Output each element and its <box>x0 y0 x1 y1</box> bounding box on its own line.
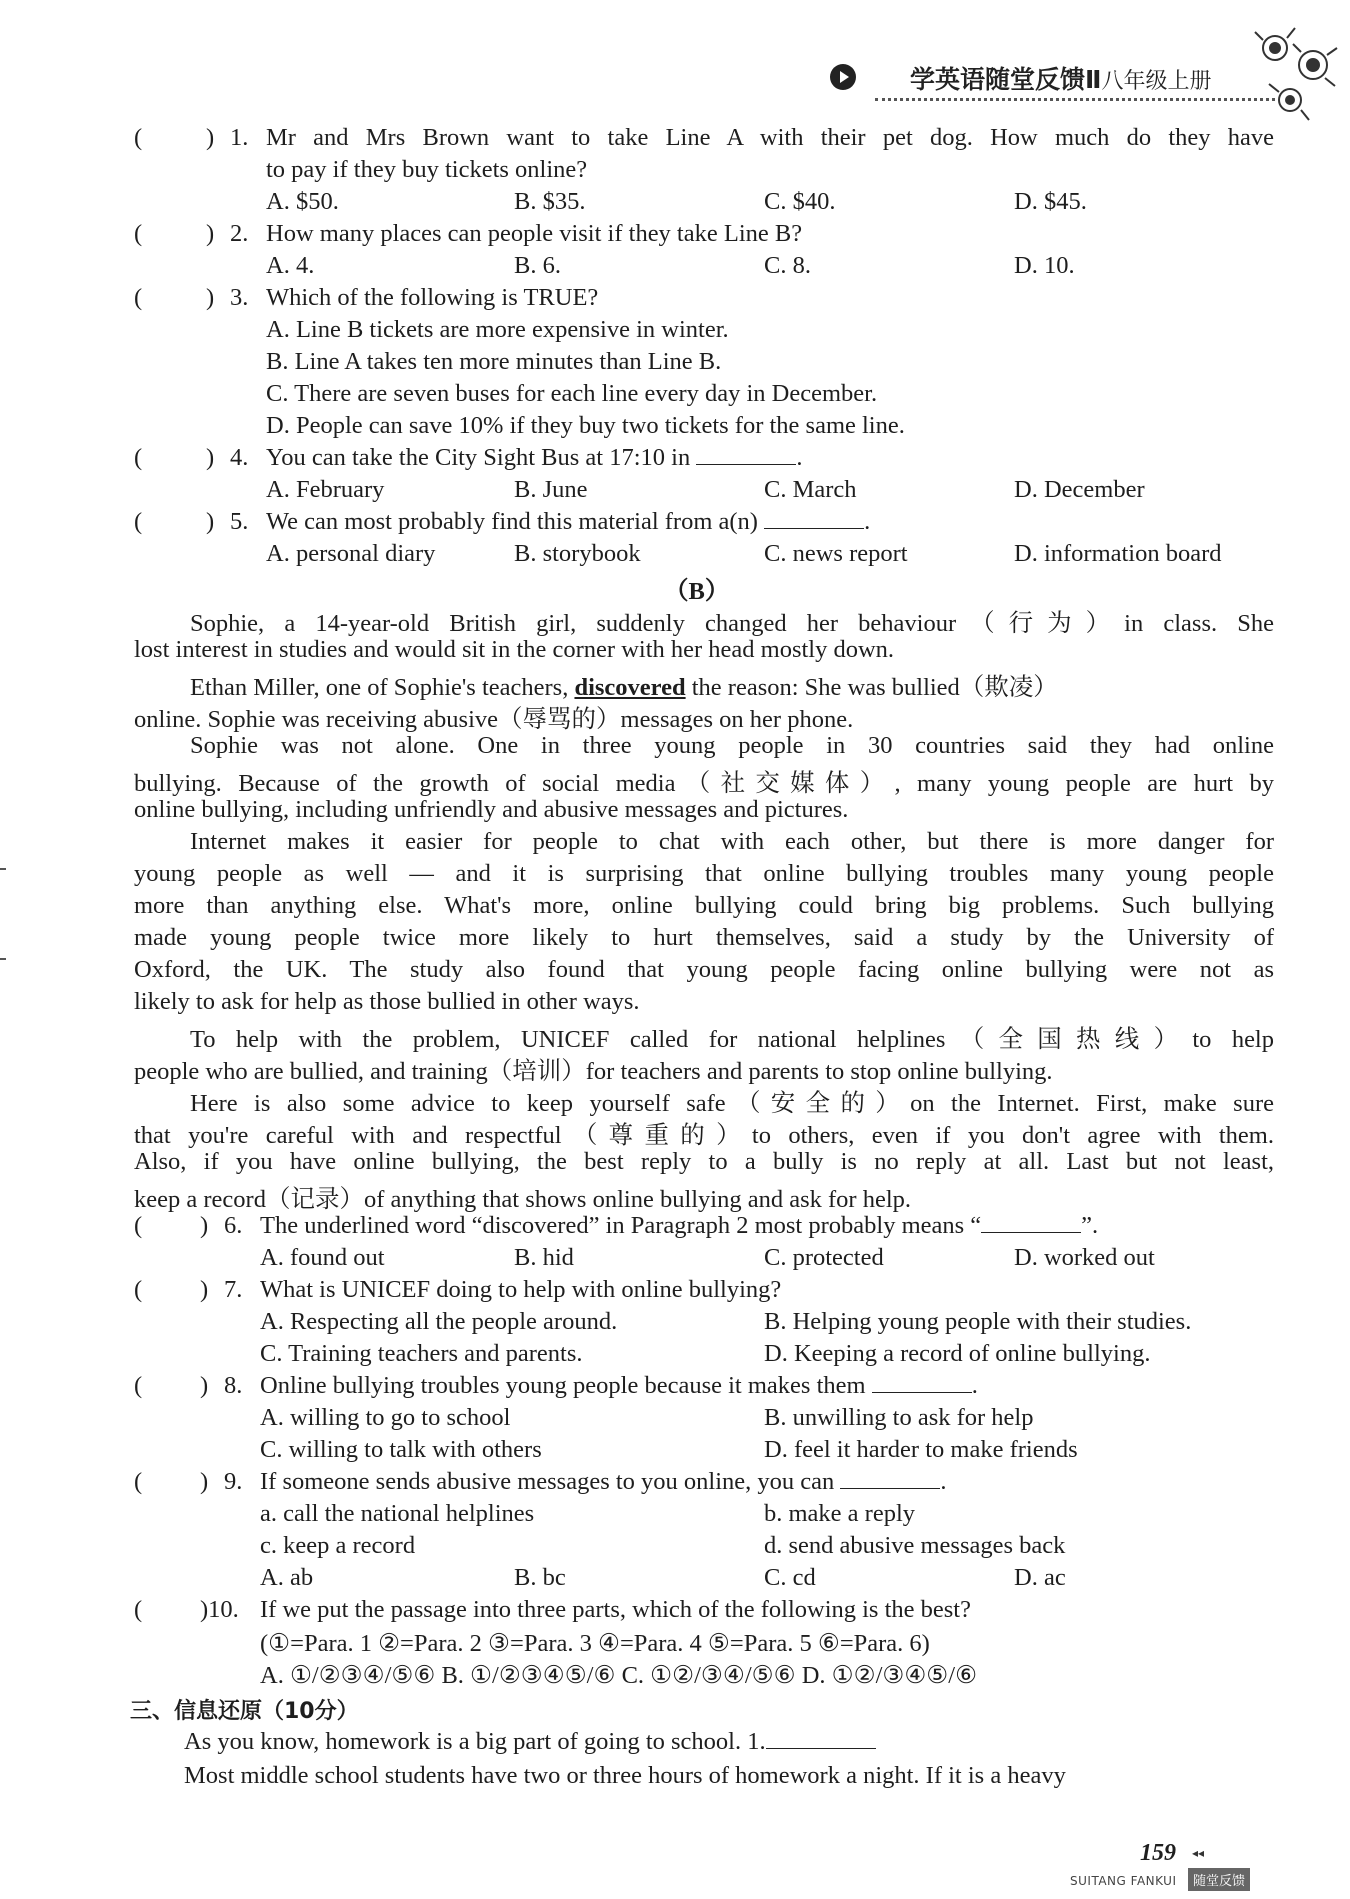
passage-line: Sophie, a 14-year-old British girl, suddenly changed her behaviour（行为）in class. She <box>190 610 1274 637</box>
passage-line: keep a record（记录）of anything that shows online bullying and ask for help. <box>134 1186 912 1213</box>
arrow-left-icon: ◂◂ <box>1192 1846 1205 1860</box>
question-10-options: A. ①/②③④/⑤⑥ B. ①/②③④⑤/⑥ C. ①②/③④/⑤⑥ D. ①②/③④⑤/⑥ <box>260 1662 978 1689</box>
header-divider <box>875 98 1275 101</box>
passage-line: To help with the problem, UNICEF called for national helplines（全国热线）to help <box>190 1026 1274 1053</box>
passage-line: bullying. Because of the growth of social media（社交媒体）, many young people are hurt by <box>134 770 1274 797</box>
passage-line: online bullying, including unfriendly and abusive messages and pictures. <box>134 796 849 823</box>
header-title: 学英语随堂反馈Ⅱ八年级上册 <box>910 65 1212 94</box>
passage-line: more than anything else. What's more, online bullying could bring big problems. Such bullying <box>134 892 1274 919</box>
passage-line: that you're careful with and respectful（尊重的）to others, even if you don't agree with them. <box>134 1122 1274 1149</box>
passage-line: Here is also some advice to keep yourself safe（安全的）on the Internet. First, make sure <box>190 1090 1274 1117</box>
section-3-heading: 三、信息还原（10分） <box>130 1699 359 1724</box>
passage-line: Sophie was not alone. One in three young people in 30 countries said they had online <box>190 732 1274 759</box>
side-mark <box>0 868 6 870</box>
page-header <box>820 56 1290 96</box>
passage-line: people who are bullied, and training（培训）for teachers and parents to stop online bullying. <box>134 1058 1053 1085</box>
passage-line: Internet makes it easier for people to chat with each other, but there is more danger for <box>190 828 1274 855</box>
passage-line: Oxford, the UK. The study also found that young people facing online bullying were not as <box>134 956 1274 983</box>
section-3-line-2: Most middle school students have two or three hours of homework a night. If it is a heavy <box>184 1762 1066 1789</box>
passage-line: young people as well — and it is surprising that online bullying troubles many young people <box>134 860 1274 887</box>
passage-line: made young people twice more likely to hurt themselves, said a study by the University of <box>134 924 1274 951</box>
passage-line: online. Sophie was receiving abusive（辱骂的）messages on her phone. <box>134 706 854 733</box>
play-icon <box>830 64 856 90</box>
section-b-label: （B） <box>664 578 730 605</box>
passage-line: likely to ask for help as those bullied in other ways. <box>134 988 640 1015</box>
page-number: 159 <box>1140 1840 1176 1866</box>
underlined-word: discovered <box>574 674 686 701</box>
passage-line: Also, if you have online bullying, the best reply to a bully is no reply at all. Last but not least, <box>134 1148 1274 1175</box>
footer-badge: 随堂反馈 <box>1188 1868 1250 1891</box>
passage-line: lost interest in studies and would sit in the corner with her head mostly down. <box>134 636 895 663</box>
section-3-line-1: As you know, homework is a big part of going to school. 1. <box>184 1728 876 1756</box>
passage-line: Ethan Miller, one of Sophie's teachers, discovered the reason: She was bullied（欺凌） <box>190 674 1058 701</box>
question-1-line2: to pay if they buy tickets online? <box>266 156 588 183</box>
footer-brand: SUITANG FANKUI <box>1070 1874 1177 1888</box>
side-mark <box>0 958 6 960</box>
question-10-legend: (①=Para. 1 ②=Para. 2 ③=Para. 3 ④=Para. 4 ⑤=Para. 5 ⑥=Para. 6) <box>260 1630 930 1657</box>
flower-decoration-icon <box>1245 20 1345 130</box>
